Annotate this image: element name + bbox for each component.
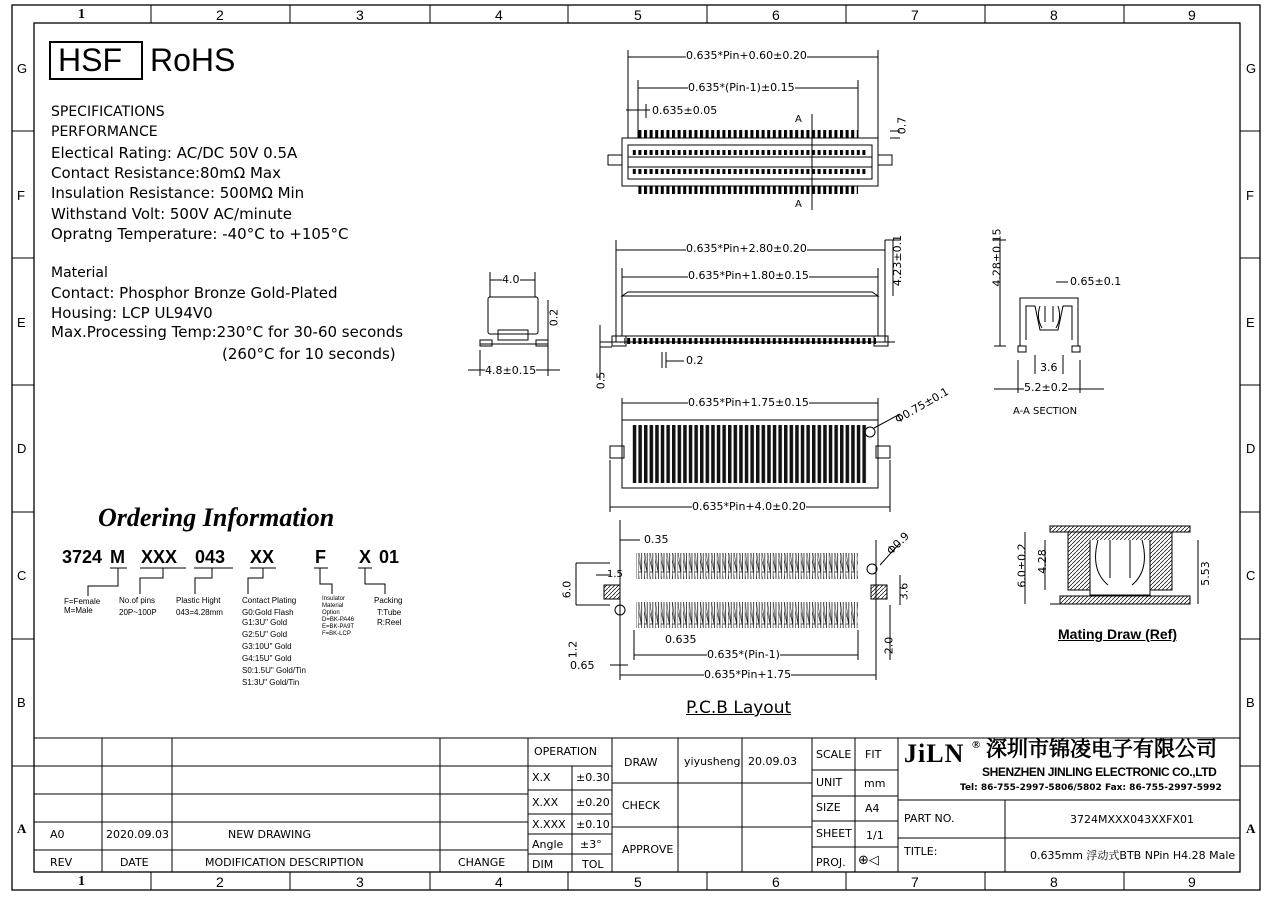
dim-label: 0.35 (644, 533, 669, 546)
spec-line: Contact Resistance:80mΩ Max (51, 164, 281, 182)
section-marker: A (795, 199, 802, 210)
proj-label: PROJ. (816, 856, 846, 869)
code-part: 01 (379, 547, 400, 567)
part-no-value: 3724MXXX043XXFX01 (1070, 813, 1195, 826)
row-label: B (17, 695, 26, 710)
row-label: D (17, 441, 27, 456)
col-label: 5 (634, 7, 642, 23)
spec-subheading: PERFORMANCE (51, 124, 158, 140)
dim-label: 0.65 (570, 659, 595, 672)
registered-icon: ® (972, 739, 981, 751)
dim-label: 0.635 (665, 633, 697, 646)
dim-label: 0.635*Pin+0.60±0.20 (686, 49, 807, 62)
sheet-label: SHEET (816, 827, 852, 840)
company-logo: JiLN (904, 739, 965, 768)
col-label: 6 (772, 874, 780, 890)
dim-label: 1.5 (607, 569, 623, 580)
dim-label: 0.635*Pin+1.75±0.15 (688, 396, 809, 409)
hsf-badge: HSF (58, 42, 122, 78)
hight-value: 043=4.28mm (176, 608, 223, 617)
modification-value: NEW DRAWING (228, 828, 312, 841)
col-label: 6 (772, 7, 780, 23)
material-line: (260°C for 10 seconds) (222, 345, 396, 363)
date-value: 2020.09.03 (106, 828, 169, 841)
dim-label: 0.5 (594, 371, 608, 390)
rohs-badge: RoHS (150, 42, 236, 78)
dim-label: 3.6 (897, 582, 911, 601)
material-line: Housing: LCP UL94V0 (51, 304, 213, 322)
projection-symbol-icon: ⊕◁ (858, 853, 879, 868)
draw-date: 20.09.03 (748, 755, 797, 768)
material-heading: Material (51, 265, 108, 281)
plating-option: G2:5U" Gold (242, 630, 288, 639)
row-label: G (1246, 61, 1257, 76)
approve-label: APPROVE (622, 843, 674, 856)
row-label: D (1246, 441, 1256, 456)
spec-line: Electical Rating: AC/DC 50V 0.5A (51, 144, 298, 162)
dim-label: 4.28±0.15 (990, 228, 1004, 287)
row-label: A (1246, 821, 1256, 836)
row-label: F (17, 188, 25, 203)
size-label: SIZE (816, 801, 841, 814)
company-name-en: SHENZHEN JINLING ELECTRONIC CO.,LTD (982, 765, 1217, 779)
col-label: 3 (356, 874, 364, 890)
sheet-value: 1/1 (866, 829, 884, 842)
tol-value: TOL (582, 858, 604, 871)
dim-label: 6.0 (560, 580, 574, 599)
insulator-option: E=BK-PA9T (322, 624, 355, 630)
col-label: 7 (911, 7, 919, 23)
dim-label: 0.635*Pin+2.80±0.20 (686, 242, 807, 255)
dim-label: Φ0.75±0.1 (892, 384, 952, 427)
section-marker: A (795, 114, 802, 125)
dim-label: 0.635*Pin+4.0±0.20 (692, 500, 806, 513)
change-header: CHANGE (458, 856, 506, 869)
draw-label: DRAW (624, 756, 658, 769)
row-label: E (1246, 315, 1255, 330)
plating-option: G0:Gold Flash (242, 608, 294, 617)
code-part: 043 (195, 547, 226, 567)
packing-option: T:Tube (377, 608, 402, 617)
dim-label: 4.28 (1035, 549, 1049, 574)
company-name-cn: 深圳市锦凌电子有限公司 (986, 738, 1217, 761)
tol-value: ±0.30 (576, 771, 610, 784)
spec-line: Insulation Resistance: 500MΩ Min (51, 184, 305, 202)
row-label: E (17, 315, 26, 330)
scale-label: SCALE (816, 748, 852, 761)
packing-label: Packing (374, 596, 403, 605)
col-label: 1 (78, 7, 85, 22)
code-part: 3724 (62, 547, 103, 567)
pcb-layout-title: P.C.B Layout (686, 698, 792, 718)
gender-option: F=Female (64, 597, 101, 606)
tol-value: ±0.20 (576, 796, 610, 809)
insulator-label: Material (322, 603, 344, 609)
col-label: 1 (78, 874, 85, 889)
plating-option: S1:3U" Gold/Tin (242, 678, 300, 687)
insulator-label: Insulator (322, 596, 346, 602)
dim-label: Φ0.9 (884, 529, 912, 558)
operation-label: OPERATION (534, 745, 597, 758)
dim-label: 6.0±0.2 (1015, 543, 1029, 588)
dim-label: 4.8±0.15 (485, 364, 537, 377)
insulator-label: Option (322, 610, 340, 616)
dim-label: 0.635*(Pin-1)±0.15 (688, 81, 795, 94)
tol-dim: X.X (532, 771, 551, 784)
drawer-name: yiyusheng (684, 755, 741, 768)
col-label: 4 (495, 874, 503, 890)
spec-heading: SPECIFICATIONS (51, 104, 165, 120)
row-label: C (1246, 568, 1256, 583)
code-part: X (359, 547, 372, 567)
code-part: M (110, 547, 125, 567)
col-label: 2 (216, 874, 224, 890)
dim-label: 0.2 (547, 308, 561, 327)
tol-value: ±0.10 (576, 818, 610, 831)
dim-label: 0.7 (895, 116, 909, 135)
col-label: 7 (911, 874, 919, 890)
tol-dim: X.XX (532, 796, 559, 809)
title-value: 0.635mm 浮动式BTB NPin H4.28 Male (1030, 849, 1236, 862)
spec-line: Withstand Volt: 500V AC/minute (51, 205, 292, 223)
col-label: 4 (495, 7, 503, 23)
row-label: A (17, 821, 27, 836)
code-part: F (315, 547, 326, 567)
mating-draw-title: Mating Draw (Ref) (1058, 626, 1177, 642)
dim-label: 0.635*(Pin-1) (707, 648, 780, 661)
rev-header: REV (50, 856, 73, 869)
top-view-pins (632, 130, 868, 194)
code-part: XXX (141, 547, 178, 567)
row-label: F (1246, 188, 1254, 203)
plating-option: G4:15U" Gold (242, 654, 292, 663)
row-label: B (1246, 695, 1255, 710)
material-line: Max.Processing Temp:230°C for 30-60 seconds (51, 323, 404, 341)
col-label: 8 (1050, 7, 1058, 23)
row-label: G (17, 61, 28, 76)
col-label: 5 (634, 874, 642, 890)
packing-option: R:Reel (377, 618, 402, 627)
tol-dim: DIM (532, 858, 554, 871)
dim-label: 2.0 (882, 636, 896, 655)
dim-label: 0.2 (686, 354, 704, 367)
col-label: 3 (356, 7, 364, 23)
size-value: A4 (865, 802, 880, 815)
unit-label: UNIT (816, 776, 843, 789)
tol-dim: Angle (532, 838, 564, 851)
dim-label: 0.635*Pin+1.80±0.15 (688, 269, 809, 282)
row-label: C (17, 568, 27, 583)
dim-label: 0.635*Pin+1.75 (704, 668, 792, 681)
gender-option: M=Male (64, 606, 93, 615)
insulator-option: F=BK-LCP (322, 631, 351, 637)
dim-label: 5.2±0.2 (1024, 381, 1069, 394)
col-label: 9 (1188, 7, 1196, 23)
col-label: 9 (1188, 874, 1196, 890)
company-contact: Tel: 86-755-2997-5806/5802 Fax: 86-755-2997-5992 (960, 783, 1222, 793)
dim-label: 1.2 (566, 640, 580, 659)
code-part: XX (250, 547, 275, 567)
insulator-option: D=BK-PA46 (322, 617, 355, 623)
pins-label: No.of pins (119, 596, 156, 605)
tol-value: ±3° (580, 838, 602, 851)
dim-label: 0.635±0.05 (652, 104, 718, 117)
rev-value: A0 (50, 828, 65, 841)
dim-label: 0.65±0.1 (1070, 275, 1122, 288)
plating-option: S0:1.5U" Gold/Tin (242, 666, 306, 675)
unit-value: mm (864, 777, 886, 790)
dim-label: 4.23±0.1 (891, 234, 905, 287)
pins-range: 20P~100P (119, 608, 157, 617)
material-line: Contact: Phosphor Bronze Gold-Plated (51, 284, 338, 302)
title-label: TITLE: (904, 845, 938, 858)
ordering-title: Ordering Information (98, 503, 335, 532)
date-header: DATE (120, 856, 149, 869)
plating-option: G3:10U" Gold (242, 642, 292, 651)
col-label: 8 (1050, 874, 1058, 890)
section-label: A-A SECTION (1013, 406, 1078, 417)
plating-label: Contact Plating (242, 596, 297, 605)
spec-line: Opratng Temperature: -40°C to +105°C (51, 225, 349, 243)
modification-header: MODIFICATION DESCRIPTION (205, 856, 364, 869)
dim-label: 4.0 (502, 273, 520, 286)
plating-option: G1:3U" Gold (242, 618, 288, 627)
part-no-label: PART NO. (904, 812, 955, 825)
col-label: 2 (216, 7, 224, 23)
hight-label: Plastic Hight (176, 596, 221, 605)
tol-dim: X.XXX (532, 818, 566, 831)
check-label: CHECK (622, 799, 660, 812)
dim-label: 3.6 (1040, 361, 1058, 374)
dim-label: 5.53 (1198, 561, 1212, 586)
scale-value: FIT (865, 748, 882, 761)
